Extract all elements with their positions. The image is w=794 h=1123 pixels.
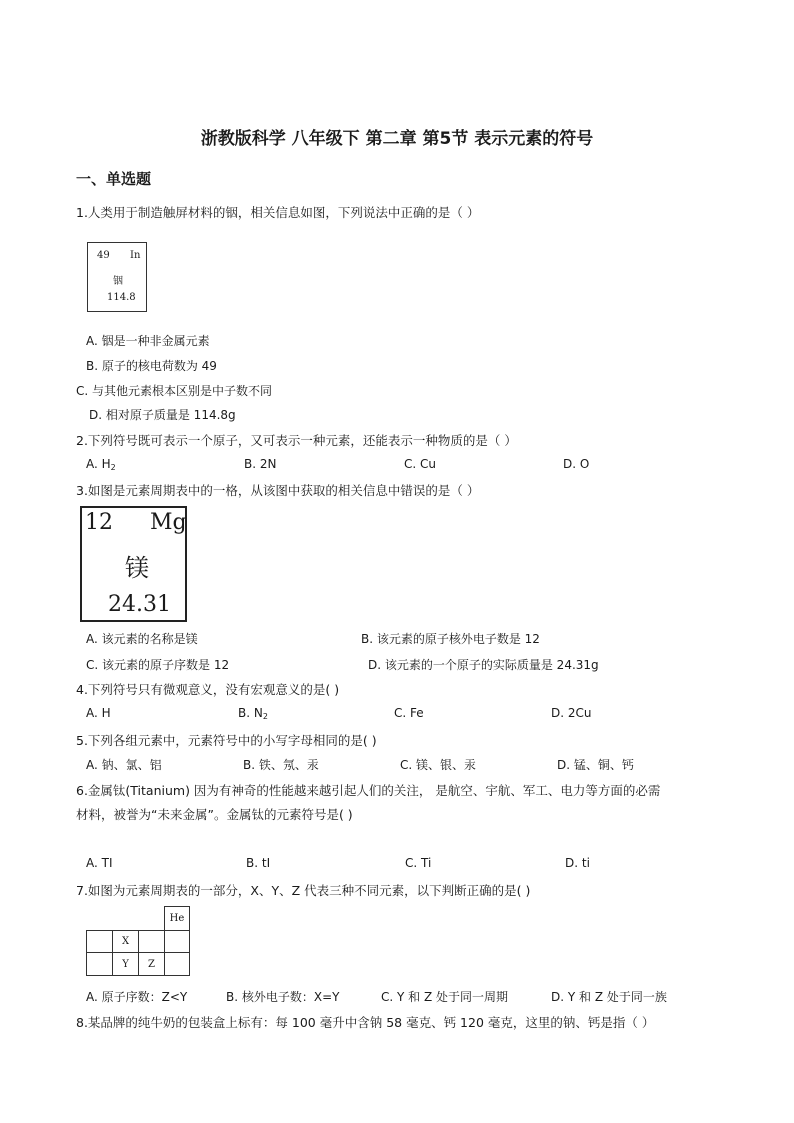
indium-number: 49 (97, 250, 110, 261)
q3-option-d[interactable]: D. 该元素的一个原子的实际质量是 24.31g (368, 658, 599, 672)
grid-cell-empty (86, 930, 113, 953)
magnesium-name: 镁 (125, 554, 149, 582)
q2-option-a[interactable] (86, 457, 116, 472)
indium-symbol: In (130, 250, 141, 261)
question-2-stem: 2.下列符号既可表示一个原子，又可表示一种元素，还能表示一种物质的是（ ） (76, 433, 517, 448)
q6-option-b[interactable]: B. tI (246, 856, 271, 870)
magnesium-symbol: Mg (150, 510, 187, 535)
q7-option-c[interactable]: C. Y 和 Z 处于同一周期 (381, 990, 509, 1004)
question-4-stem: 4.下列符号只有微观意义，没有宏观意义的是( ) (76, 682, 340, 697)
q1-option-d[interactable]: D. 相对原子质量是 114.8g (89, 408, 236, 422)
question-7-stem: 7.如图为元素周期表的一部分，X、Y、Z 代表三种不同元素，以下判断正确的是( ) (76, 883, 531, 898)
q1-option-c[interactable]: C. 与其他元素根本区别是中子数不同 (76, 384, 273, 398)
q4-option-d[interactable]: D. 2Cu (551, 706, 592, 720)
grid-cell-empty (164, 952, 190, 976)
q6-option-c[interactable]: C. Ti (405, 856, 432, 870)
grid-cell-empty (164, 930, 190, 953)
q1-option-a[interactable]: A. 铟是一种非金属元素 (86, 334, 210, 348)
q2-option-d[interactable]: D. O (563, 457, 590, 471)
q5-option-a[interactable]: A. 钠、氯、铝 (86, 758, 162, 772)
q6-option-a[interactable]: A. TI (86, 856, 113, 870)
q6-option-d[interactable]: D. ti (565, 856, 590, 870)
q5-option-c[interactable]: C. 镁、银、汞 (400, 758, 477, 772)
q5-option-b[interactable]: B. 铁、氖、汞 (243, 758, 319, 772)
q5-option-d[interactable]: D. 锰、铜、钙 (557, 758, 634, 772)
q2-option-c[interactable]: C. Cu (404, 457, 436, 471)
magnesium-number: 12 (85, 510, 113, 535)
indium-name: 铟 (113, 276, 123, 287)
q4-option-b-text: B. N (238, 706, 263, 720)
question-1-stem: 1.人类用于制造触屏材料的铟，相关信息如图，下列说法中正确的是（ ） (76, 205, 480, 220)
page-title: 浙教版科学 八年级下 第二章 第5节 表示元素的符号 (200, 129, 594, 149)
q2-option-a-text: A. H (86, 457, 111, 471)
q7-option-d[interactable]: D. Y 和 Z 处于同一族 (551, 990, 667, 1004)
grid-cell-he: He (164, 906, 190, 931)
grid-cell-empty (138, 930, 165, 953)
question-8-stem: 8.某品牌的纯牛奶的包装盒上标有：每 100 毫升中含钠 58 毫克、钙 120 毫克，这里的钠、钙是指（ ） (76, 1015, 655, 1030)
q3-option-a[interactable]: A. 该元素的名称是镁 (86, 632, 198, 646)
grid-cell-z: Z (138, 952, 165, 976)
q2-option-a-subscript: 2 (110, 463, 116, 472)
question-3-stem: 3.如图是元素周期表中的一格，从该图中获取的相关信息中错误的是（ ） (76, 483, 480, 498)
section-heading: 一、单选题 (76, 170, 152, 188)
q4-option-b[interactable] (238, 706, 268, 721)
magnesium-element-box (80, 506, 187, 622)
q7-option-a[interactable]: A. 原子序数：Z<Y (86, 990, 188, 1004)
indium-mass: 114.8 (107, 292, 136, 303)
q4-option-c[interactable]: C. Fe (394, 706, 424, 720)
grid-cell-empty (86, 952, 113, 976)
q1-option-b[interactable]: B. 原子的核电荷数为 49 (86, 359, 217, 373)
question-6-stem-line-2: 材料，被誉为“未来金属”。金属钛的元素符号是( ) (76, 807, 353, 822)
indium-element-box (87, 242, 147, 312)
q7-option-b[interactable]: B. 核外电子数：X=Y (226, 990, 340, 1004)
question-5-stem: 5.下列各组元素中，元素符号中的小写字母相同的是( ) (76, 733, 377, 748)
q4-option-a[interactable]: A. H (86, 706, 111, 720)
q3-option-c[interactable]: C. 该元素的原子序数是 12 (86, 658, 230, 672)
q3-option-b[interactable]: B. 该元素的原子核外电子数是 12 (361, 632, 540, 646)
magnesium-mass: 24.31 (108, 592, 171, 617)
q4-option-b-subscript: 2 (262, 712, 268, 721)
grid-cell-y: Y (112, 952, 139, 976)
grid-cell-x: X (112, 930, 139, 953)
question-6-stem-line-1: 6.金属钛(Titanium) 因为有神奇的性能越来越引起人们的关注， 是航空、宇航、军工、电力等方面的必需 (76, 783, 661, 798)
q2-option-b[interactable]: B. 2N (244, 457, 277, 471)
